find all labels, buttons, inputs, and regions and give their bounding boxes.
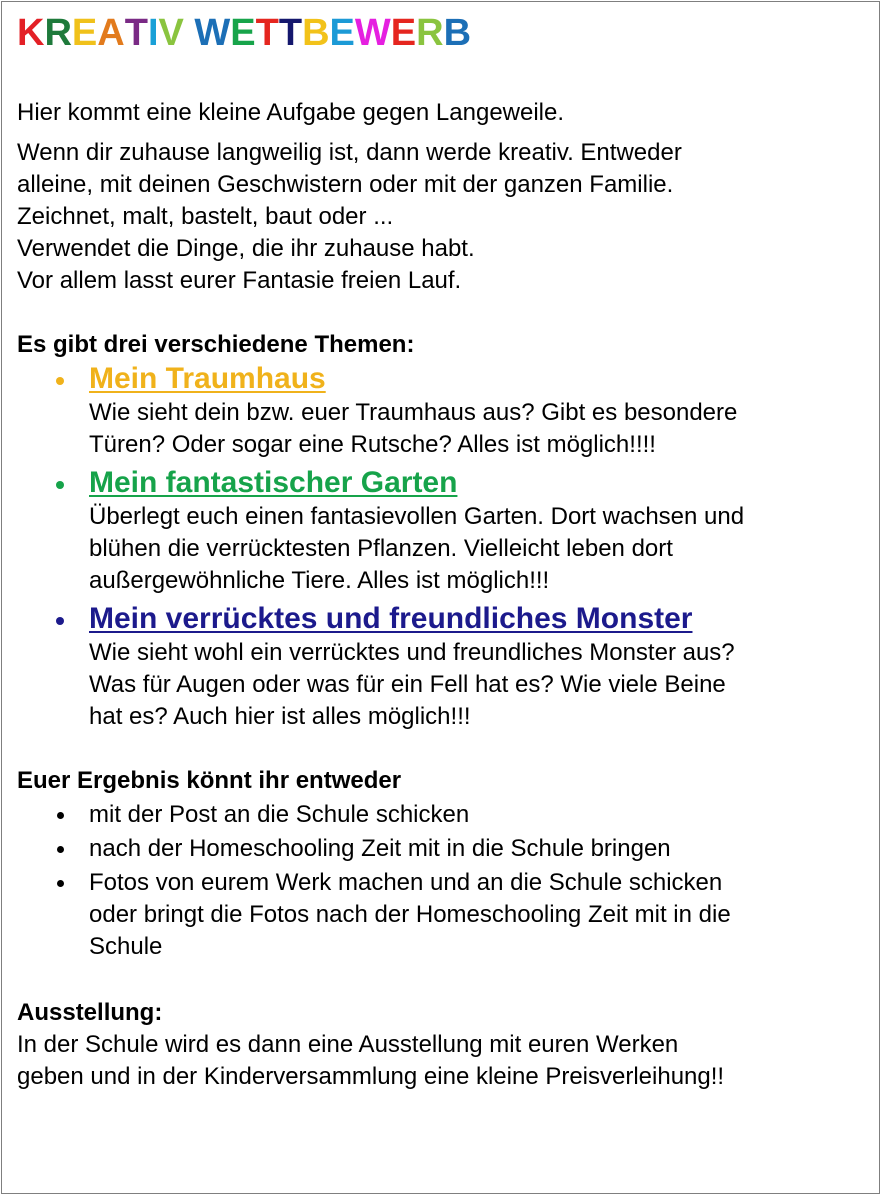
paragraph-line: Zeichnet, malt, bastelt, baut oder ...: [17, 203, 394, 230]
title-letter: K: [17, 12, 45, 54]
bullet-icon: [57, 880, 64, 887]
result-heading: Euer Ergebnis könnt ihr entweder: [17, 767, 402, 794]
page-title: [17, 11, 867, 55]
title-letter: [184, 11, 195, 55]
option-line: Schule: [89, 933, 163, 960]
title-letter: T: [278, 12, 303, 54]
exhibition-line: geben und in der Kinderversammlung eine kleine Preisverleihung!!: [17, 1063, 725, 1090]
title-letter: B: [443, 12, 472, 54]
title-letter: E: [390, 12, 417, 54]
description-line: außergewöhnliche Tiere. Alles ist möglich!!!: [89, 567, 550, 594]
document-content: [17, 11, 867, 1093]
theme-item-monster: [17, 601, 867, 733]
bullet-icon: [57, 846, 64, 853]
document-page: [1, 1, 880, 1194]
title-letter: E: [230, 12, 256, 54]
title-letter: W: [194, 12, 231, 54]
option-item: [17, 799, 867, 831]
paragraph-line: Verwendet die Dinge, die ihr zuhause habt.: [17, 235, 475, 262]
title-letter: I: [147, 12, 159, 54]
paragraph-line: Vor allem lasst eurer Fantasie freien Lauf.: [17, 267, 462, 294]
title-letter: V: [158, 12, 184, 54]
theme-title-garten: Mein fantastischer Garten: [89, 466, 458, 499]
submission-options-list: [17, 799, 867, 963]
theme-description: [89, 501, 867, 597]
theme-description: [89, 637, 867, 733]
option-item: [17, 867, 867, 963]
description-line: Überlegt euch einen fantasievollen Garten. Dort wachsen und: [89, 503, 745, 530]
themes-heading: Es gibt drei verschiedene Themen:: [17, 331, 415, 358]
bullet-icon: [57, 812, 64, 819]
description-line: Wie sieht wohl ein verrücktes und freundliches Monster aus?: [89, 639, 735, 666]
description-line: Türen? Oder sogar eine Rutsche? Alles ist möglich!!!!: [89, 431, 656, 458]
theme-item-garten: [17, 465, 867, 597]
title-letter: R: [44, 12, 72, 54]
title-letter: W: [354, 12, 391, 54]
paragraph-line: alleine, mit deinen Geschwistern oder mit der ganzen Familie.: [17, 171, 674, 198]
option-item: [17, 833, 867, 865]
option-line: oder bringt die Fotos nach der Homeschooling Zeit mit in die: [89, 901, 731, 928]
paragraph-line: Wenn dir zuhause langweilig ist, dann werde kreativ. Entweder: [17, 139, 682, 166]
title-letter: T: [124, 12, 148, 54]
theme-description: [89, 397, 867, 461]
option-line: mit der Post an die Schule schicken: [89, 801, 470, 828]
theme-title-monster: Mein verrücktes und freundliches Monster: [89, 602, 693, 635]
title-letter: T: [255, 12, 279, 54]
themes-list: [17, 361, 867, 733]
theme-title-traumhaus: Mein Traumhaus: [89, 362, 326, 395]
description-line: Wie sieht dein bzw. euer Traumhaus aus? Gibt es besondere: [89, 399, 738, 426]
bullet-icon: [56, 481, 64, 489]
description-paragraph: [17, 137, 867, 297]
exhibition-text: [17, 1029, 867, 1093]
option-line: Fotos von eurem Werk machen und an die Schule schicken: [89, 869, 723, 896]
intro-text: Hier kommt eine kleine Aufgabe gegen Langeweile.: [17, 99, 565, 126]
theme-item-traumhaus: [17, 361, 867, 461]
title-letter: E: [329, 12, 355, 54]
bullet-icon: [56, 377, 64, 385]
title-letter: R: [416, 12, 444, 54]
title-letter: B: [302, 12, 330, 54]
description-line: blühen die verrücktesten Pflanzen. Vielleicht leben dort: [89, 535, 673, 562]
description-line: hat es? Auch hier ist alles möglich!!!: [89, 703, 471, 730]
exhibition-heading: Ausstellung:: [17, 999, 163, 1026]
title-letter: E: [71, 12, 98, 54]
title-letter: A: [97, 12, 125, 54]
description-line: Was für Augen oder was für ein Fell hat es? Wie viele Beine: [89, 671, 726, 698]
bullet-icon: [56, 617, 64, 625]
exhibition-line: In der Schule wird es dann eine Ausstellung mit euren Werken: [17, 1031, 679, 1058]
option-line: nach der Homeschooling Zeit mit in die Schule bringen: [89, 835, 671, 862]
